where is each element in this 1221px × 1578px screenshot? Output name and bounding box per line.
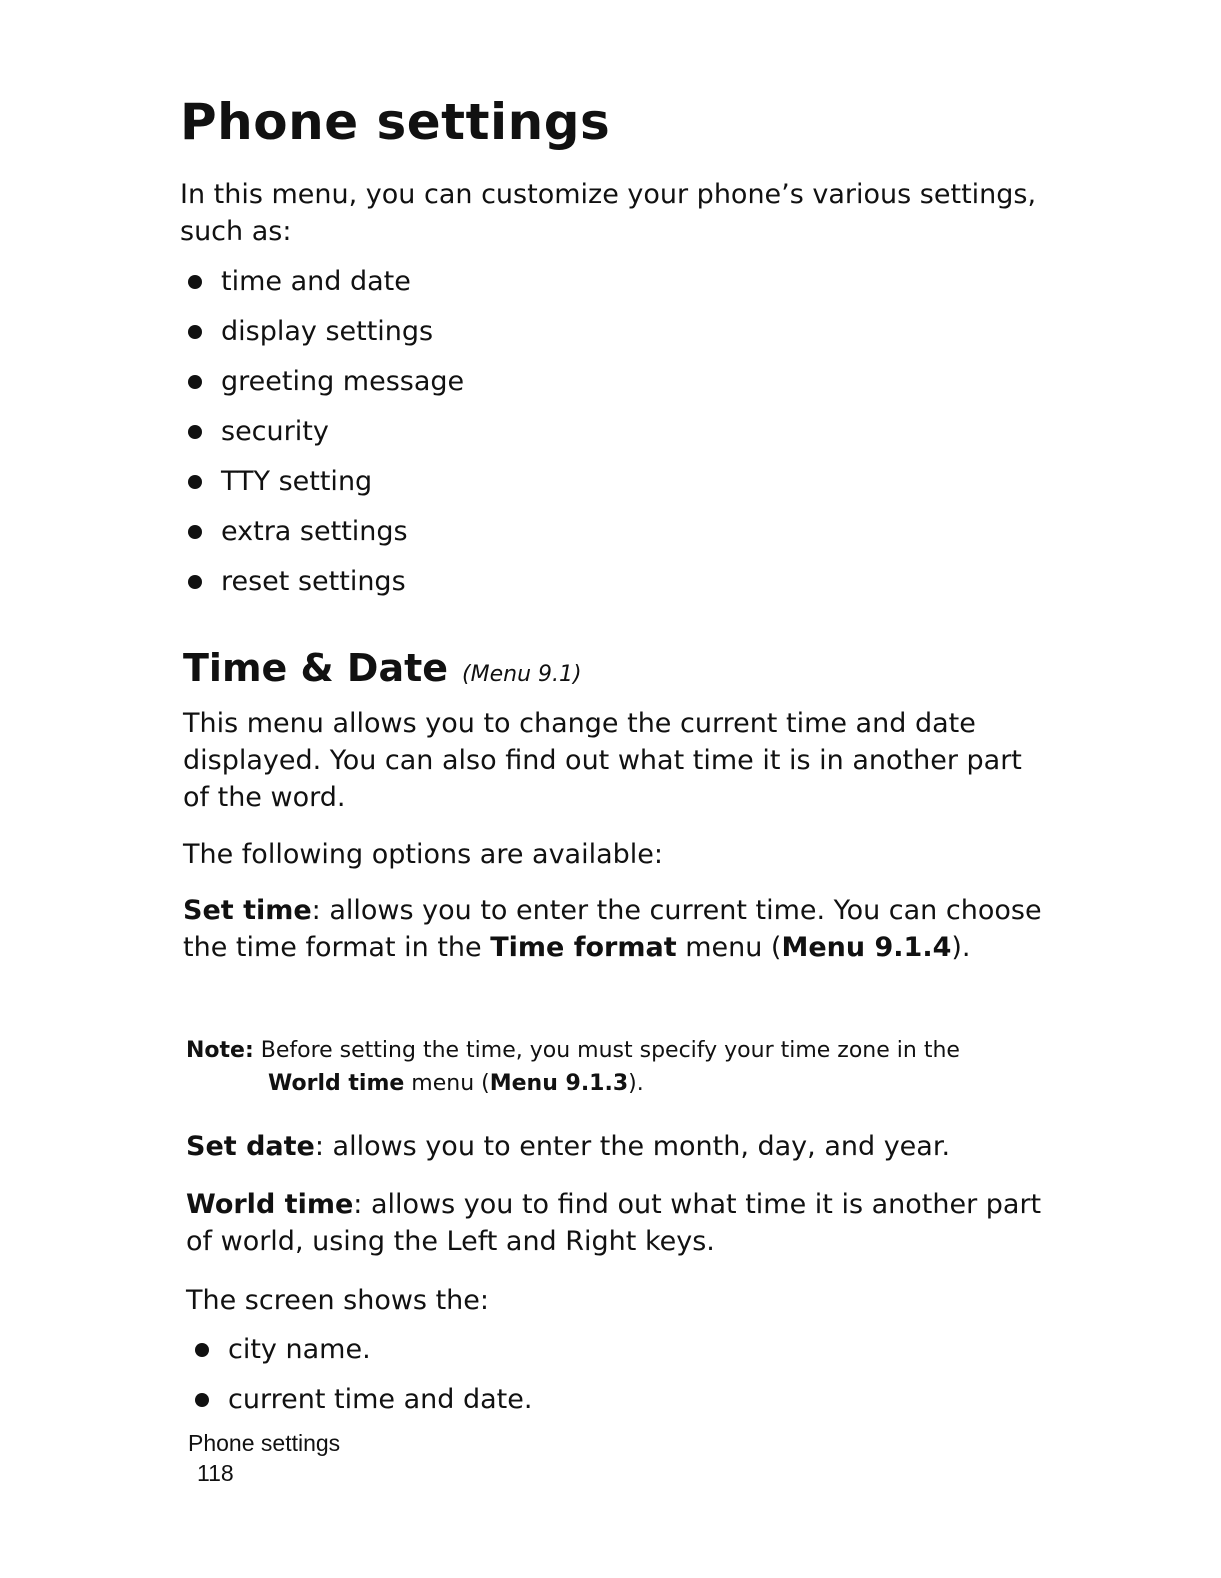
list-item-label: greeting message bbox=[221, 366, 465, 397]
time-format-term: Time format bbox=[490, 932, 677, 963]
section-intro: This menu allows you to change the current time and date displayed. You can also find out what time it is in another part of the word. bbox=[183, 708, 1022, 813]
list-item-label: display settings bbox=[221, 316, 434, 347]
list-item-label: security bbox=[221, 416, 329, 447]
note-text-a: Before setting the time, you must specify your time zone in the bbox=[253, 1038, 960, 1063]
world-time-term: World time bbox=[186, 1189, 354, 1220]
options-intro: The following options are available: bbox=[183, 839, 664, 870]
set-date-term: Set date bbox=[186, 1131, 315, 1162]
set-date-text: : allows you to enter the month, day, and year. bbox=[314, 1131, 951, 1162]
bullet-icon bbox=[188, 375, 202, 389]
section-heading-text: Time & Date bbox=[183, 646, 449, 690]
set-time-text-b: menu ( bbox=[676, 932, 782, 963]
intro-paragraph: In this menu, you can customize your phone’s various settings, such as: bbox=[180, 179, 1037, 247]
bullet-icon bbox=[188, 425, 202, 439]
note-label: Note: bbox=[186, 1038, 254, 1063]
list-item bbox=[188, 314, 464, 364]
page-title: Phone settings bbox=[180, 93, 611, 151]
list-item bbox=[195, 1332, 532, 1382]
set-time-description bbox=[183, 892, 1043, 966]
note-block bbox=[186, 1034, 1046, 1100]
bullet-icon bbox=[188, 575, 202, 589]
note-text-b: menu ( bbox=[404, 1071, 490, 1096]
list-item-label: reset settings bbox=[221, 566, 406, 597]
list-item-label: current time and date. bbox=[228, 1384, 533, 1415]
list-item bbox=[188, 564, 464, 614]
bullet-icon bbox=[188, 325, 202, 339]
note-text-c: ). bbox=[628, 1071, 644, 1096]
bullet-icon bbox=[195, 1393, 209, 1407]
screen-intro: The screen shows the: bbox=[186, 1285, 489, 1316]
list-item bbox=[188, 364, 464, 414]
list-item bbox=[188, 464, 464, 514]
list-item-label: TTY setting bbox=[221, 466, 373, 497]
list-item bbox=[188, 264, 464, 314]
world-time-text: : allows you to find out what time it is another part of world, using the Left and Right keys. bbox=[186, 1189, 1042, 1257]
list-item bbox=[188, 414, 464, 464]
bullet-icon bbox=[188, 275, 202, 289]
list-item bbox=[195, 1382, 532, 1432]
menu-reference: (Menu 9.1) bbox=[462, 662, 582, 687]
note-menu-term: Menu 9.1.3 bbox=[489, 1071, 629, 1096]
note-world-time-term: World time bbox=[268, 1071, 405, 1096]
page-number: 118 bbox=[197, 1460, 234, 1486]
bullet-icon bbox=[195, 1343, 209, 1357]
bullet-icon bbox=[188, 475, 202, 489]
settings-list bbox=[188, 264, 464, 614]
set-date-description bbox=[186, 1128, 1046, 1165]
world-time-description bbox=[186, 1186, 1046, 1260]
set-time-term: Set time bbox=[183, 895, 312, 926]
section-heading bbox=[183, 646, 582, 692]
list-item-label: city name. bbox=[228, 1334, 371, 1365]
list-item-label: extra settings bbox=[221, 516, 408, 547]
screen-list bbox=[195, 1332, 532, 1432]
set-time-text-c: ). bbox=[951, 932, 971, 963]
set-time-text-a: : allows you to enter the current time. You can choose the time format in the bbox=[183, 895, 1042, 963]
list-item bbox=[188, 514, 464, 564]
menu-914-term: Menu 9.1.4 bbox=[781, 932, 952, 963]
list-item-label: time and date bbox=[221, 266, 411, 297]
note-continuation bbox=[186, 1067, 1046, 1100]
bullet-icon bbox=[188, 525, 202, 539]
footer-label: Phone settings bbox=[188, 1430, 341, 1456]
